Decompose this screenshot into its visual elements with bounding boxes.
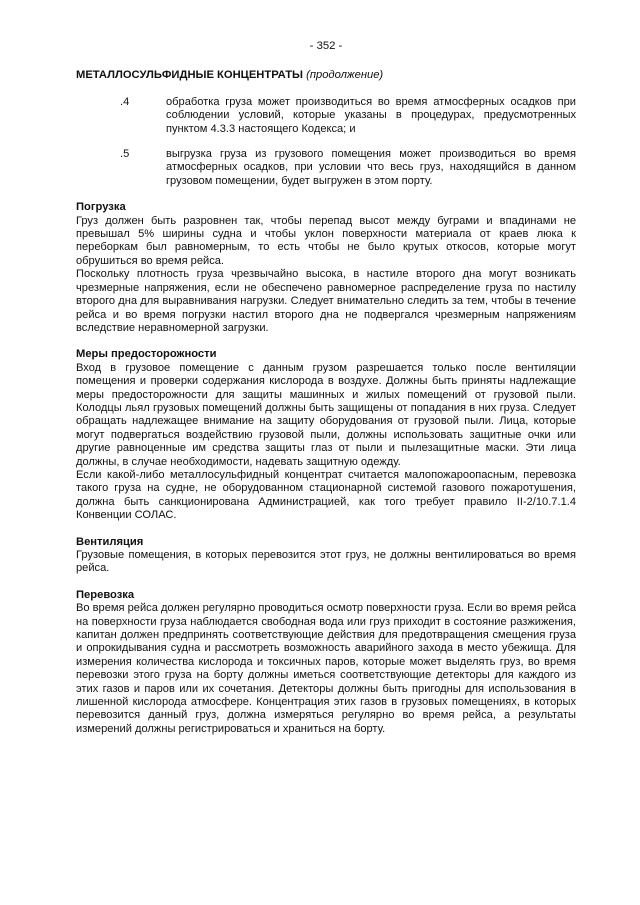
section-ventilation [76, 536, 576, 576]
page-title [76, 69, 576, 82]
section-paragraph: Во время рейса должен регулярно проводиться осмотр поверхности груза. Если во время рейса на поверхности груза наблюдается свободная вода или груз приходит в состояние разжижения, капитан должен предпринять соответствующие действия для предотвращения смещения груза и опрокидывания судна и рассмотреть возможность аварийного захода в место убежища. Для измерения количества кислорода и токсичных паров, которые может выделять груз, во время перевозки этого груза на борту должны иметься соответствующие детекторы для каждого из этих газов и паров или их сочетания. Детекторы должны быть пригодны для использования в лишенной кислорода атмосфере. Концентрация этих газов в грузовых помещениях, в которых перевозится данный груз, должна измеряться регулярно во время рейса, а результаты измерений должны регистрироваться и храниться на борту. [76, 602, 576, 735]
section-paragraph: Если какой-либо металлосульфидный концентрат считается малопожароопасным, перевозка такого груза на судне, не оборудованном стационарной системой газового пожаротушения, должна быть санкционирована Администрацией, как того требует правило II-2/10.7.1.4 Конвенции СОЛАС. [76, 468, 576, 522]
title-continued: (продолжение) [306, 69, 384, 82]
title-main: МЕТАЛЛОСУЛЬФИДНЫЕ КОНЦЕНТРАТЫ [76, 69, 303, 82]
section-heading: Меры предосторожности [76, 348, 217, 361]
list-item-text: обработка груза может производиться во время атмосферных осадков при соблюдении условий, которые указаны в процедурах, предусмотренных пунктом 4.3.3 настоящего Кодекса; и [166, 95, 576, 135]
section-carriage [76, 589, 576, 736]
section-paragraph: Поскольку плотность груза чрезвычайно высока, в настиле второго дна могут возникать чрезмерные напряжения, если не обеспечено равномерное распределение груза по настилу второго дна для выравнивания нагрузки. Следует внимательно следить за тем, чтобы в течение рейса и во время погрузки настил второго дна не подвергался чрезмерным напряжениям вследствие неравномерной загрузки. [76, 268, 576, 334]
section-heading: Погрузка [76, 201, 126, 214]
list-item [76, 148, 576, 188]
section-paragraph: Грузовые помещения, в которых перевозится этот груз, не должны вентилироваться во время рейса. [76, 549, 576, 575]
section-precautions [76, 348, 576, 522]
list-item [76, 96, 576, 136]
section-paragraph: Вход в грузовое помещение с данным грузом разрешается только после вентиляции помещения и проверки содержания кислорода в воздухе. Должны быть приняты надлежащие меры предосторожности для защиты машинных и жилых помещений от грузовой пыли. Колодцы льял грузовых помещений должны быть защищены от попадания в них груза. Следует обращать надлежащее внимание на защиту оборудования от грузовой пыли. Лица, которые могут подвергаться воздействию грузовой пыли, должны использовать защитные очки или другие равноценные им средства защиты глаз от пыли и пылезащитные маски. Эти лица должны, в случае необходимости, надевать защитную одежду. [76, 361, 576, 468]
section-paragraph: Груз должен быть разровнен так, чтобы перепад высот между буграми и впадинами не превышал 5% ширины судна и чтобы уклон поверхности материала от краев люка к переборкам был равномерным, то есть чтобы не было крутых откосов, которые могут обрушиться во время рейса. [76, 214, 576, 267]
section-loading [76, 201, 576, 335]
list-item-number: .5 [120, 148, 130, 161]
list-item-number: .4 [120, 95, 130, 108]
list-item-text: выгрузка груза из грузового помещения может производиться во время атмосферных осадков, при условии что весь груз, находящийся в данном грузовом помещении, будет выгружен в этом порту. [166, 148, 576, 187]
section-heading: Перевозка [76, 588, 135, 601]
section-heading: Вентиляция [76, 535, 144, 548]
page-number: - 352 - [309, 40, 343, 52]
